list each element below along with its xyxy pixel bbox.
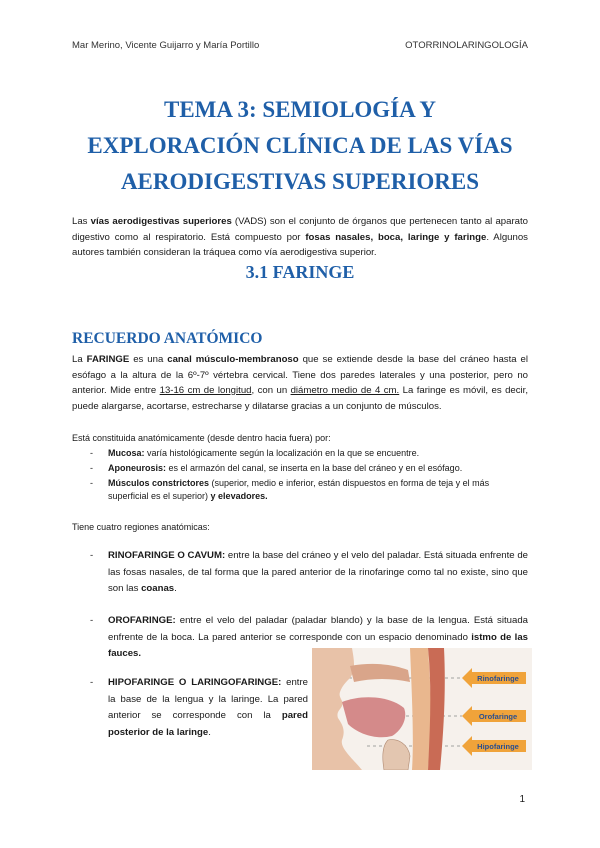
- pharynx-illustration: [312, 648, 532, 770]
- regiones-intro: Tiene cuatro regiones anatómicas:: [72, 522, 210, 532]
- intro-text: Las: [72, 216, 91, 227]
- intro-paragraph: [72, 214, 528, 261]
- recuerdo-text: La faringe es móvil, es decir, puede alargarse, acortarse, estrecharse y dilatarse gracias a un conjunto de músculos.: [72, 385, 529, 412]
- page-title: [0, 92, 600, 200]
- list-item: [90, 447, 510, 460]
- recuerdo-paragraph: [72, 352, 528, 414]
- region-hipofaringe: [90, 675, 308, 741]
- bullet-dash: -: [90, 463, 93, 473]
- recuerdo-underline: diámetro medio de 4 cm.: [290, 385, 400, 396]
- region-bold: OROFARINGE:: [108, 615, 176, 626]
- region-text: entre el velo del paladar (paladar blando) y la base de la lengua. Está situada enfrente de la boca. La pared anterior se corresponde con un espacio denominado: [108, 615, 528, 643]
- header-authors: Mar Merino, Vicente Guijarro y María Portillo: [72, 40, 260, 51]
- title-line-3: AERODIGESTIVAS SUPERIORES: [120, 169, 480, 194]
- header-subject: OTORRINOLARINGOLOGÍA: [405, 40, 528, 51]
- intro-text: (VADS) son el conjunto de órganos que pertenecen tanto al aparato digestivo como al respiratorio. Está compuesto por: [72, 216, 528, 243]
- list-item-bold: Mucosa:: [108, 448, 145, 458]
- list-item-text: (superior, medio e inferior, están dispuestos en forma de teja y el más superficial es el superior): [108, 478, 490, 501]
- region-text: entre la base de la lengua y la laringe. La pared anterior se corresponde con la: [108, 677, 308, 721]
- region-bold: istmo de las fauces.: [108, 631, 528, 659]
- recuerdo-text: , con un: [251, 385, 291, 396]
- constituida-list: [90, 447, 510, 503]
- recuerdo-bold: canal músculo-membranoso: [167, 354, 299, 365]
- recuerdo-text: La: [72, 354, 87, 365]
- intro-bold: vías aerodigestivas superiores: [90, 216, 232, 227]
- region-bold: pared posterior de la laringe: [108, 710, 308, 738]
- label-hipofaringe: Hipofaringe: [477, 742, 519, 751]
- region-bold: coanas: [141, 583, 175, 594]
- title-line-2: EXPLORACIÓN CLÍNICA DE LAS VÍAS: [87, 133, 513, 158]
- recuerdo-bold: FARINGE: [86, 354, 130, 365]
- region-bold: RINOFARINGE O CAVUM:: [108, 550, 226, 561]
- page-number: 1: [519, 794, 525, 805]
- intro-text: . Algunos autores también consideran la tráquea como vía aerodigestiva superior.: [72, 231, 528, 258]
- list-item-bold: Músculos constrictores: [108, 478, 210, 488]
- region-text: .: [174, 583, 177, 594]
- recuerdo-underline: 13-16 cm de longitud: [159, 385, 252, 396]
- bullet-dash: -: [90, 448, 93, 458]
- constituida-intro: Está constituida anatómicamente (desde dentro hacia fuera) por:: [72, 433, 331, 443]
- intro-bold: fosas nasales, boca, laringe y faringe: [305, 231, 487, 243]
- label-rinofaringe: Rinofaringe: [477, 674, 519, 683]
- region-text: .: [208, 726, 211, 738]
- list-item: [90, 462, 510, 475]
- label-orofaringe: Orofaringe: [478, 712, 518, 721]
- list-item-text: es el armazón del canal, se inserta en la base del cráneo y en el esófago.: [166, 463, 463, 473]
- region-rinofaringe: [90, 548, 528, 598]
- list-item-bold: Aponeurosis:: [108, 463, 167, 473]
- section-title: 3.1 FARINGE: [245, 262, 355, 282]
- bullet-dash: -: [90, 478, 93, 488]
- bullet-dash: -: [90, 550, 94, 561]
- pharynx-figure: [312, 648, 532, 770]
- region-text: entre la base del cráneo y el velo del paladar. Está situada enfrente de las fosas nasales, de tal forma que la pared anterior de la rinofaringe como tal no existe, sino que son las: [108, 550, 529, 594]
- list-item: [90, 477, 510, 503]
- region-bold: HIPOFARINGE O LARINGOFARINGE:: [108, 677, 282, 688]
- title-line-1: TEMA 3: SEMIOLOGÍA Y: [164, 97, 436, 122]
- bullet-dash: -: [90, 615, 94, 626]
- recuerdo-text: que se extiende desde la base del cráneo hasta el esófago a la altura de la 6º-7º vértebra cervical. Tiene dos paredes laterales y una posterior, pero no anterior. Mide entre: [72, 354, 528, 396]
- list-item-bold: y elevadores.: [210, 491, 268, 501]
- subsection-title: RECUERDO ANATÓMICO: [72, 330, 263, 347]
- bullet-dash: -: [90, 677, 94, 688]
- recuerdo-text: es una: [129, 354, 168, 365]
- list-item-text: varía histológicamente según la localización en la que se encuentre.: [144, 448, 420, 458]
